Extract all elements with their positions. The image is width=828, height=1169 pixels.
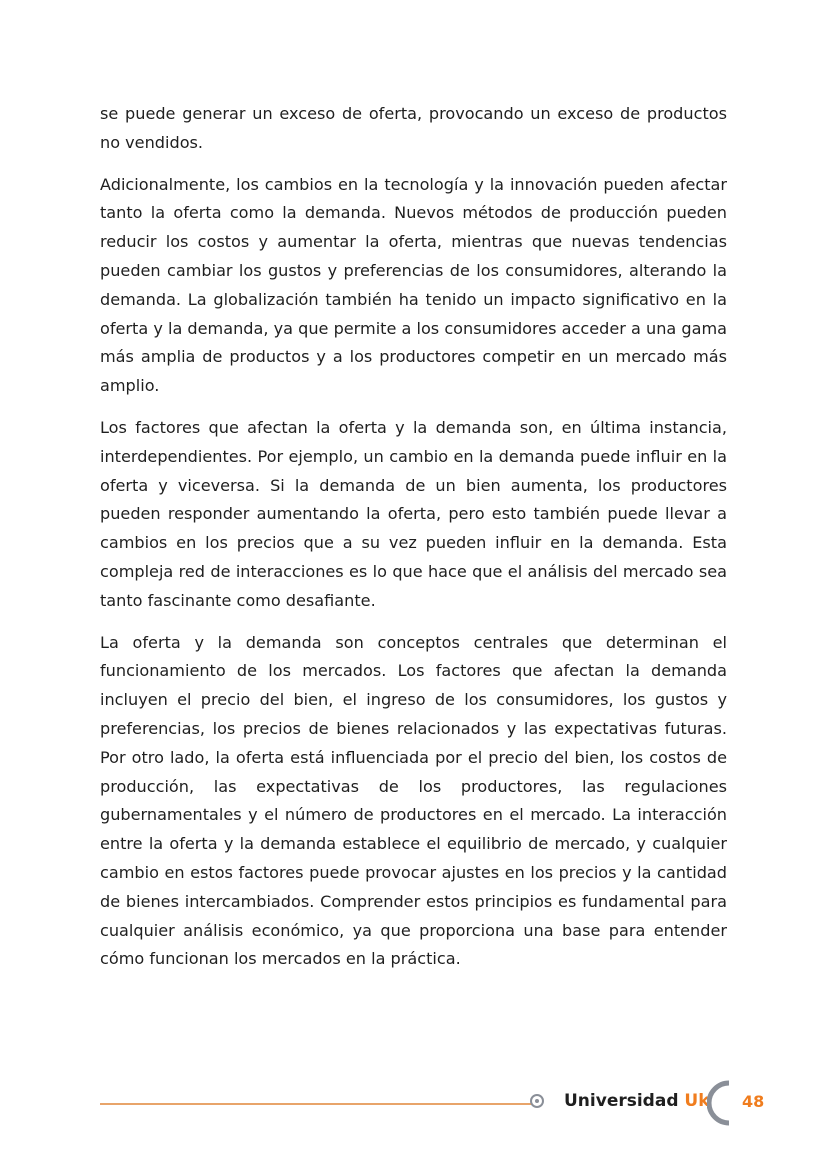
paragraph-1: se puede generar un exceso de oferta, provocando un exceso de productos no vendidos. bbox=[100, 104, 727, 152]
circle-target-icon bbox=[530, 1094, 544, 1108]
paragraph-3: Los factores que afectan la oferta y la demanda son, en última instancia, interdependientes. Por ejemplo, un cambio en la demanda puede influir en la oferta y viceversa. Si la demanda de un bien aumenta, los productores pueden responder aumentando la oferta, pero esto también puede llevar a cambios en los precios que a su vez pueden influir en la demanda. Esta compleja red de interacciones es lo que hace que el análisis del mercado sea tanto fascinante como desafiante. bbox=[100, 417, 727, 610]
page-number: 48 bbox=[742, 1092, 765, 1111]
brand-accent: Uk bbox=[684, 1091, 710, 1111]
paragraph-2: Adicionalmente, los cambios en la tecnología y la innovación pueden afectar tanto la oferta como la demanda. Nuevos métodos de producción pueden reducir los costos y aumentar la oferta, mientras que nuevas tendencias pueden cambiar los gustos y preferencias de los consumidores, alterando la demanda. La globalización también ha tenido un impacto significativo en la oferta y la demanda, ya que permite a los consumidores acceder a una gama más amplia de productos y a los productores competir en un mercado más amplio. bbox=[100, 174, 727, 396]
brand-name: Universidad bbox=[564, 1091, 679, 1111]
bracket-arc-icon bbox=[707, 1080, 743, 1126]
paragraph-4: La oferta y la demanda son conceptos centrales que determinan el funcionamiento de los mercados. Los factores que afectan la demanda incluyen el precio del bien, el ingreso de los consumidores, los gustos y preferencias, los precios de bienes relacionados y las expectativas futuras. Por otro lado, la oferta está influenciada por el precio del bien, los costos de producción, las expectativas de los productores, las regulaciones gubernamentales y el número de productores en el mercado. La interacción entre la oferta y la demanda establece el equilibrio de mercado, y cualquier cambio en estos factores puede provocar ajustes en los precios y la cantidad de bienes intercambiados. Comprender estos principios es fundamental para cualquier análisis económico, ya que proporciona una base para entender cómo funcionan los mercados en la práctica. bbox=[100, 632, 727, 969]
brand-logo-text bbox=[564, 1091, 710, 1111]
page-footer bbox=[100, 1078, 780, 1128]
footer-divider-line bbox=[100, 1103, 532, 1105]
document-body bbox=[100, 100, 727, 987]
